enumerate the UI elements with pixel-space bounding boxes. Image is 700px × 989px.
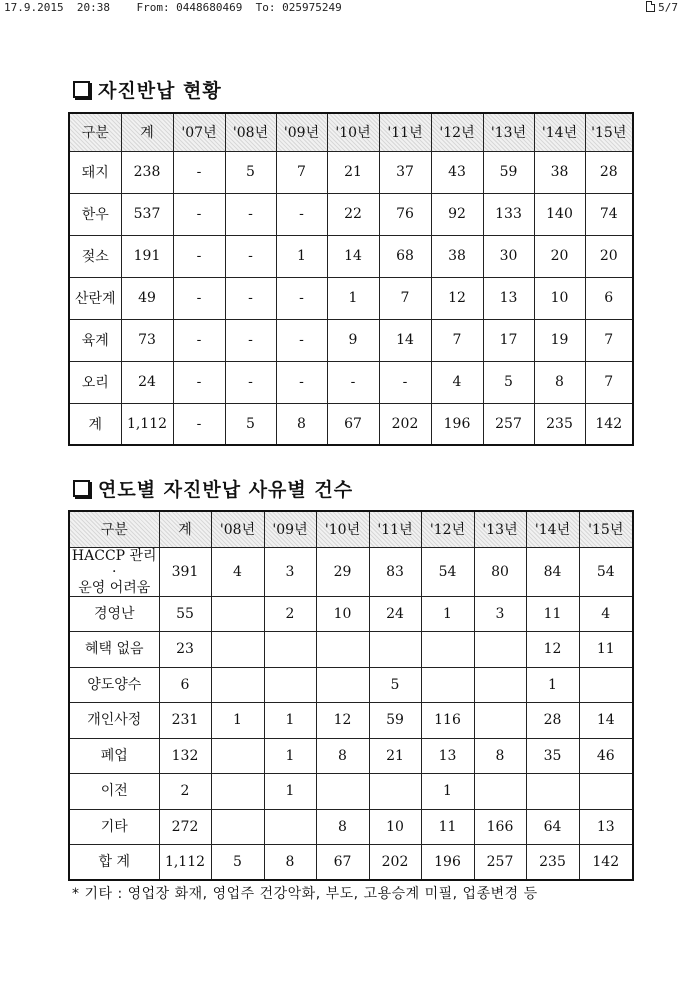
row-category: 이전 — [69, 774, 159, 810]
table-cell: 28 — [585, 151, 633, 193]
table-cell: 1 — [421, 774, 474, 810]
table-cell: 68 — [379, 235, 431, 277]
table-cell — [474, 632, 526, 668]
table-cell: 7 — [276, 151, 327, 193]
table-cell: 13 — [579, 809, 633, 845]
table-cell: 231 — [159, 703, 211, 739]
table-cell: - — [379, 361, 431, 403]
table-cell: 54 — [579, 547, 633, 596]
table-cell: 7 — [585, 361, 633, 403]
section1-title-text: 자진반납 현황 — [98, 80, 222, 102]
table-cell: 8 — [534, 361, 585, 403]
table-cell: 8 — [276, 403, 327, 445]
table-row — [69, 738, 633, 774]
table-cell: 38 — [534, 151, 585, 193]
table-cell: 116 — [421, 703, 474, 739]
column-header: '13년 — [474, 511, 526, 547]
table-cell: - — [276, 277, 327, 319]
page-icon — [646, 1, 655, 12]
row-category: HACCP 관리· 운영 어려움 — [69, 547, 159, 596]
table-cell: 235 — [526, 845, 579, 881]
row-category: 양도양수 — [69, 667, 159, 703]
column-header: 구분 — [69, 113, 121, 151]
reason-by-year-table — [68, 510, 634, 881]
table-cell: 46 — [579, 738, 633, 774]
table-cell: 1 — [327, 277, 379, 319]
table-cell: 5 — [483, 361, 534, 403]
table-cell: 84 — [526, 547, 579, 596]
row-category: 한우 — [69, 193, 121, 235]
table-cell: 59 — [483, 151, 534, 193]
table-cell: 1,112 — [159, 845, 211, 881]
table-cell: 73 — [121, 319, 173, 361]
row-category: 젖소 — [69, 235, 121, 277]
table-cell: 12 — [431, 277, 483, 319]
table-cell: 1 — [211, 703, 264, 739]
table-cell: 9 — [327, 319, 379, 361]
table-cell: 92 — [431, 193, 483, 235]
column-header: '15년 — [585, 113, 633, 151]
column-header: '12년 — [431, 113, 483, 151]
table-cell: 10 — [534, 277, 585, 319]
table-cell: - — [327, 361, 379, 403]
table-cell: 10 — [316, 596, 369, 632]
table-cell: 8 — [264, 845, 316, 881]
column-header: '11년 — [379, 113, 431, 151]
table-cell: 4 — [211, 547, 264, 596]
row-category: 육계 — [69, 319, 121, 361]
section2-title — [73, 478, 353, 502]
table-cell: 14 — [379, 319, 431, 361]
footnote: * 기타 : 영업장 화재, 영업주 건강악화, 부도, 고용승계 미필, 업종변경 등 — [72, 886, 538, 902]
table-row — [69, 632, 633, 668]
table-cell: 28 — [526, 703, 579, 739]
table-cell: 6 — [159, 667, 211, 703]
table-cell — [211, 596, 264, 632]
table-cell: 14 — [327, 235, 379, 277]
header-row — [69, 113, 633, 151]
table-cell: 80 — [474, 547, 526, 596]
column-header: '12년 — [421, 511, 474, 547]
column-header: '10년 — [316, 511, 369, 547]
table-cell: - — [173, 151, 225, 193]
column-header: '08년 — [225, 113, 276, 151]
row-category: 기타 — [69, 809, 159, 845]
table-cell: 1 — [526, 667, 579, 703]
table-cell — [421, 632, 474, 668]
table-row — [69, 403, 633, 445]
row-category: 산란계 — [69, 277, 121, 319]
table-cell — [211, 632, 264, 668]
table-cell: 133 — [483, 193, 534, 235]
table-cell: 5 — [211, 845, 264, 881]
table-cell: 142 — [585, 403, 633, 445]
row-category: 계 — [69, 403, 121, 445]
table-cell: 257 — [483, 403, 534, 445]
table-cell: 1 — [264, 774, 316, 810]
table-row — [69, 193, 633, 235]
header-row — [69, 511, 633, 547]
table-cell: 19 — [534, 319, 585, 361]
table-cell: 1 — [276, 235, 327, 277]
table-cell: 11 — [526, 596, 579, 632]
column-header: 계 — [159, 511, 211, 547]
table-cell: 1 — [264, 738, 316, 774]
table-cell: 38 — [431, 235, 483, 277]
table-cell: - — [276, 319, 327, 361]
table-cell: 2 — [159, 774, 211, 810]
table-cell: - — [173, 319, 225, 361]
table-row — [69, 151, 633, 193]
table-cell: 7 — [431, 319, 483, 361]
column-header: '09년 — [276, 113, 327, 151]
table-cell: 11 — [421, 809, 474, 845]
table-cell: 13 — [421, 738, 474, 774]
table-cell: - — [173, 235, 225, 277]
table-cell: 54 — [421, 547, 474, 596]
table-cell — [421, 667, 474, 703]
table-cell: 37 — [379, 151, 431, 193]
table-cell: 1,112 — [121, 403, 173, 445]
table-cell: - — [276, 361, 327, 403]
table-cell: 257 — [474, 845, 526, 881]
table-cell: 191 — [121, 235, 173, 277]
table-cell: 5 — [225, 151, 276, 193]
table-cell: 6 — [585, 277, 633, 319]
table-cell: 21 — [369, 738, 421, 774]
table-cell: 1 — [264, 703, 316, 739]
column-header: '10년 — [327, 113, 379, 151]
column-header: '09년 — [264, 511, 316, 547]
section1-title — [73, 79, 222, 103]
table-cell — [264, 809, 316, 845]
row-category: 합 계 — [69, 845, 159, 881]
table-cell: 13 — [483, 277, 534, 319]
table-row — [69, 319, 633, 361]
fax-header — [0, 1, 700, 15]
table-cell: 202 — [369, 845, 421, 881]
table-cell: 166 — [474, 809, 526, 845]
table-cell — [211, 738, 264, 774]
return-status-table — [68, 112, 634, 446]
table-cell: 140 — [534, 193, 585, 235]
column-header: '11년 — [369, 511, 421, 547]
table-cell: 76 — [379, 193, 431, 235]
table-cell — [264, 667, 316, 703]
column-header: '15년 — [579, 511, 633, 547]
table-cell — [211, 809, 264, 845]
row-category: 폐업 — [69, 738, 159, 774]
table-cell — [526, 774, 579, 810]
table-cell: 7 — [379, 277, 431, 319]
table-cell: 83 — [369, 547, 421, 596]
table-cell: - — [276, 193, 327, 235]
table-cell: 55 — [159, 596, 211, 632]
table-row — [69, 667, 633, 703]
table-cell: 24 — [121, 361, 173, 403]
table-cell: 7 — [585, 319, 633, 361]
fax-page-indicator — [646, 1, 678, 15]
table-cell — [474, 667, 526, 703]
table-cell: 14 — [579, 703, 633, 739]
column-header: '13년 — [483, 113, 534, 151]
table-cell: 5 — [225, 403, 276, 445]
column-header: 계 — [121, 113, 173, 151]
column-header: '14년 — [534, 113, 585, 151]
table-cell — [369, 774, 421, 810]
column-header: '08년 — [211, 511, 264, 547]
table-cell: - — [225, 319, 276, 361]
table-cell: - — [225, 193, 276, 235]
row-category: 돼지 — [69, 151, 121, 193]
table-cell: 10 — [369, 809, 421, 845]
table-cell: 35 — [526, 738, 579, 774]
table-cell: - — [173, 193, 225, 235]
row-category: 오리 — [69, 361, 121, 403]
table-cell — [316, 632, 369, 668]
fax-page-number: 5/7 — [658, 1, 678, 14]
table-cell: 20 — [585, 235, 633, 277]
table-row — [69, 596, 633, 632]
table-row — [69, 703, 633, 739]
table-cell — [211, 774, 264, 810]
row-category: 혜택 없음 — [69, 632, 159, 668]
table-cell: - — [173, 403, 225, 445]
table-cell: - — [225, 361, 276, 403]
table-cell: 272 — [159, 809, 211, 845]
table-cell: 142 — [579, 845, 633, 881]
table-cell: 2 — [264, 596, 316, 632]
table-cell: 202 — [379, 403, 431, 445]
table-cell — [474, 774, 526, 810]
table-cell: 12 — [526, 632, 579, 668]
row-category: 개인사정 — [69, 703, 159, 739]
table-cell: 22 — [327, 193, 379, 235]
table-cell: 235 — [534, 403, 585, 445]
table-cell: 238 — [121, 151, 173, 193]
table-cell: 49 — [121, 277, 173, 319]
table-cell: 12 — [316, 703, 369, 739]
table-cell: 1 — [421, 596, 474, 632]
table-row — [69, 774, 633, 810]
table-cell — [316, 774, 369, 810]
table-cell — [369, 632, 421, 668]
table-cell — [579, 774, 633, 810]
table-cell: 8 — [316, 809, 369, 845]
table-cell: - — [225, 277, 276, 319]
table-cell: 23 — [159, 632, 211, 668]
table-cell: 21 — [327, 151, 379, 193]
table-cell: 17 — [483, 319, 534, 361]
table-cell: 74 — [585, 193, 633, 235]
table-cell: 67 — [316, 845, 369, 881]
table-cell — [316, 667, 369, 703]
table-cell: 4 — [431, 361, 483, 403]
table-cell: 196 — [431, 403, 483, 445]
table-cell — [474, 703, 526, 739]
table-cell: 8 — [474, 738, 526, 774]
table-row — [69, 547, 633, 596]
checkbox-icon — [73, 480, 90, 497]
section2-title-text: 연도별 자진반납 사유별 건수 — [98, 479, 354, 501]
column-header: 구분 — [69, 511, 159, 547]
table-cell: - — [173, 361, 225, 403]
table-cell: 196 — [421, 845, 474, 881]
table-cell: 67 — [327, 403, 379, 445]
column-header: '14년 — [526, 511, 579, 547]
table-cell: 43 — [431, 151, 483, 193]
row-category: 경영난 — [69, 596, 159, 632]
column-header: '07년 — [173, 113, 225, 151]
table-cell: 29 — [316, 547, 369, 596]
checkbox-icon — [73, 81, 90, 98]
table-cell — [211, 667, 264, 703]
fax-transmission-info: 17.9.2015 20:38 From: 0448680469 To: 025975249 — [4, 1, 342, 14]
table-cell: 3 — [264, 547, 316, 596]
table-cell: 30 — [483, 235, 534, 277]
table-cell: 24 — [369, 596, 421, 632]
table-cell: 537 — [121, 193, 173, 235]
table-cell: 59 — [369, 703, 421, 739]
table-cell: 64 — [526, 809, 579, 845]
table-cell — [579, 667, 633, 703]
table-cell: 20 — [534, 235, 585, 277]
table-cell: - — [173, 277, 225, 319]
table-cell: 132 — [159, 738, 211, 774]
table-row — [69, 809, 633, 845]
table-cell: 3 — [474, 596, 526, 632]
table-row — [69, 235, 633, 277]
table-row — [69, 277, 633, 319]
table-cell: 5 — [369, 667, 421, 703]
table-cell: - — [225, 235, 276, 277]
table-row — [69, 361, 633, 403]
table-cell — [264, 632, 316, 668]
table-cell: 391 — [159, 547, 211, 596]
table-cell: 11 — [579, 632, 633, 668]
table-cell: 8 — [316, 738, 369, 774]
table-cell: 4 — [579, 596, 633, 632]
table-row — [69, 845, 633, 881]
